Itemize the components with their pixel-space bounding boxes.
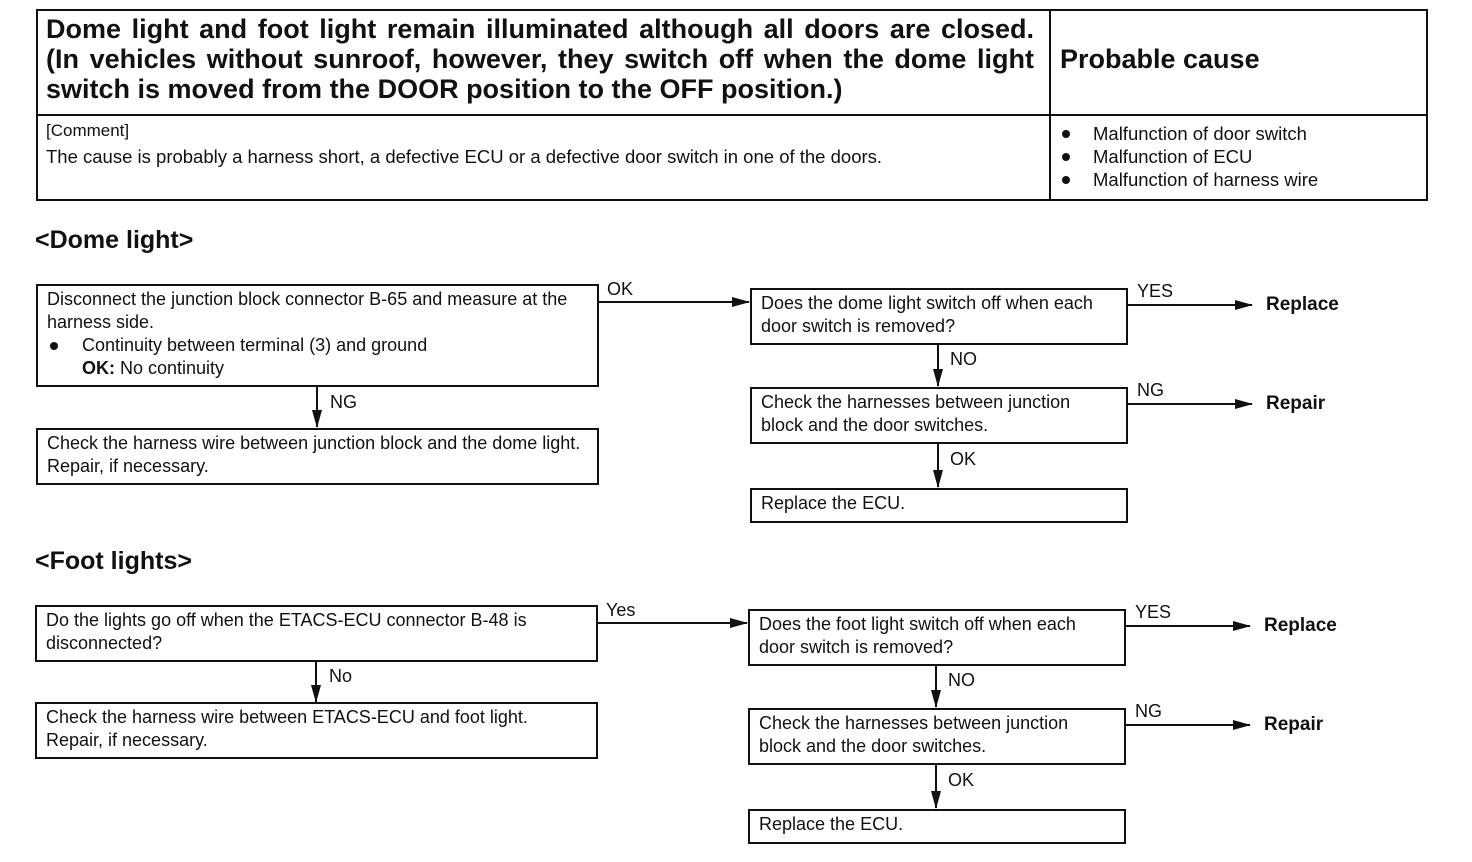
dome-repair-result: Repair — [1266, 393, 1326, 414]
symptom-text: Dome light and foot light remain illuminated although all doors are closed. (In vehicles without sunroof, however, they switch off when the dome light switch is moved from the DOOR position to the OFF position.) — [46, 14, 1034, 104]
ok-value: No continuity — [115, 358, 225, 378]
probable-cause-list — [1060, 122, 1318, 191]
dome-step1-bullet: Continuity between terminal (3) and ground — [47, 334, 588, 357]
foot-no1-label: No — [329, 666, 353, 686]
comment-label: [Comment] — [46, 121, 130, 140]
cause-item: Malfunction of door switch — [1060, 122, 1318, 145]
dome-ok2-label: OK — [950, 449, 977, 469]
dome-step1-ok — [47, 357, 588, 380]
dome-step4-text: Replace the ECU. — [761, 493, 906, 513]
dome-step2-text: Does the dome light switch off when each door switch is removed? — [761, 293, 1093, 336]
dome-replace-result: Replace — [1266, 294, 1339, 315]
foot-step1-no-box — [35, 702, 598, 759]
dome-light-title: <Dome light> — [35, 226, 194, 254]
foot-step1-box — [35, 605, 598, 662]
dome-yes-label: YES — [1137, 281, 1174, 301]
table-divider-horizontal — [36, 114, 1428, 116]
foot-ok-label: OK — [948, 770, 975, 790]
cause-item: Malfunction of ECU — [1060, 145, 1318, 168]
table-divider-vertical — [1049, 9, 1051, 201]
foot-step1-text: Do the lights go off when the ETACS-ECU connector B-48 is disconnected? — [46, 610, 527, 653]
foot-replace-result: Replace — [1264, 615, 1337, 636]
foot-step2-box — [748, 609, 1126, 666]
dome-step1-ng-text: Check the harness wire between junction block and the dome light. Repair, if necessary. — [47, 433, 581, 476]
dome-step4-box — [750, 488, 1128, 523]
ok-label: OK: — [82, 358, 115, 378]
foot-step3-box — [748, 708, 1126, 765]
dome-ng2-label: NG — [1137, 380, 1164, 400]
probable-cause-title: Probable cause — [1060, 44, 1260, 74]
foot-no-label: NO — [948, 670, 975, 690]
dome-step3-box — [750, 387, 1128, 444]
dome-ok-label: OK — [607, 279, 634, 299]
foot-ng-label: NG — [1135, 701, 1162, 721]
foot-step4-text: Replace the ECU. — [759, 814, 904, 834]
foot-yes1-label: Yes — [606, 600, 636, 620]
comment-text: The cause is probably a harness short, a defective ECU or a defective door switch in one of the doors. — [46, 146, 883, 167]
foot-step2-text: Does the foot light switch off when each door switch is removed? — [759, 614, 1076, 657]
cause-item: Malfunction of harness wire — [1060, 168, 1318, 191]
dome-no-label: NO — [950, 349, 977, 369]
foot-yes-label: YES — [1135, 602, 1172, 622]
dome-ng-label: NG — [330, 392, 357, 412]
dome-step1-box — [36, 284, 599, 387]
foot-step4-box — [748, 809, 1126, 844]
foot-step1-no-text: Check the harness wire between ETACS-ECU and foot light. Repair, if necessary. — [46, 707, 528, 750]
dome-step2-box — [750, 288, 1128, 345]
dome-step3-text: Check the harnesses between junction block and the door switches. — [761, 392, 1071, 435]
foot-lights-title: <Foot lights> — [35, 547, 192, 575]
foot-repair-result: Repair — [1264, 714, 1324, 735]
dome-step1-ng-box — [36, 428, 599, 485]
dome-step1-text: Disconnect the junction block connector B-65 and measure at the harness side. — [47, 289, 568, 332]
foot-step3-text: Check the harnesses between junction block and the door switches. — [759, 713, 1069, 756]
